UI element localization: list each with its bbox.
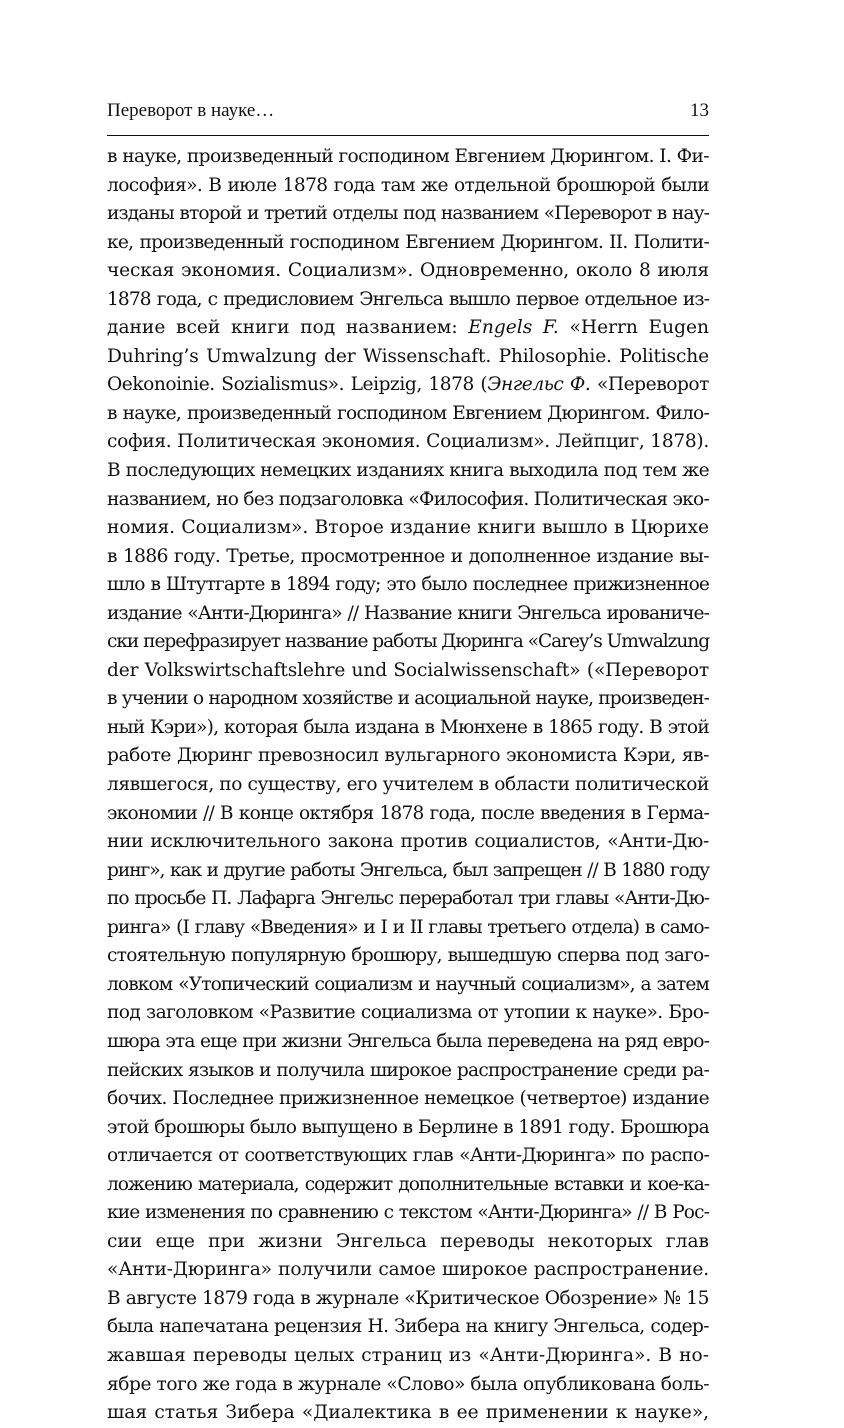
text-line — [107, 885, 709, 914]
text-line — [107, 1057, 709, 1086]
line-text: Oekonoinie. Sozialismus». Leipzig, 1878 ( — [107, 374, 488, 396]
line-text: В последующих немецких изданиях книга выходила под тем же — [107, 460, 709, 482]
text-line — [107, 143, 709, 172]
text-line — [107, 314, 709, 343]
line-text: В августе 1879 года в журнале «Критическое Обозрение» № 15 — [107, 1287, 709, 1309]
text-line — [107, 971, 709, 1000]
line-text: ски перефразирует название работы Дюринга «Carey’s Umwalzung — [107, 631, 710, 653]
line-text: нии исключительного закона против социалистов, «Анти-Дю- — [107, 831, 709, 853]
line-text: в науке, произведенный господином Евгением Дюрингом. Фило- — [107, 402, 709, 424]
header-rule — [107, 135, 709, 136]
page-number: 13 — [690, 100, 709, 121]
line-text: ке, произведенный господином Евгением Дюрингом. II. Полити- — [107, 231, 709, 253]
body-text — [107, 143, 709, 1428]
line-text: по просьбе П. Лафарга Энгельс переработал три главы «Анти-Дю- — [107, 888, 709, 910]
line-text: шая статья Зибера «Диалектика в ее применении к науке», — [107, 1402, 709, 1424]
line-text: «Переворот — [590, 374, 709, 396]
text-line — [107, 828, 709, 857]
text-line — [107, 800, 709, 829]
text-line — [107, 1399, 709, 1428]
line-text: сии еще при жизни Энгельса переводы некоторых глав — [107, 1230, 709, 1252]
line-text: der Volkswirtschaftslehre und Socialwissenschaft» («Переворот — [107, 659, 709, 681]
line-text: кие изменения по сравнению с текстом «Анти-Дюринга» // В Рос- — [107, 1202, 709, 1224]
line-text: жавшая переводы целых страниц из «Анти-Дюринга». В но- — [107, 1344, 709, 1366]
text-line — [107, 999, 709, 1028]
text-line — [107, 172, 709, 201]
line-text: ловком «Утопический социализм и научный социализм», а затем — [107, 973, 709, 995]
text-line — [107, 1313, 709, 1342]
line-text: этой брошюры было выпущено в Берлине в 1891 году. Брошюра — [107, 1116, 710, 1138]
text-line — [107, 371, 709, 400]
text-line — [107, 685, 709, 714]
text-line — [107, 1171, 709, 1200]
text-line — [107, 1199, 709, 1228]
line-text: стоятельную популярную брошюру, вышедшую сперва под заго- — [107, 945, 709, 967]
line-text: ческая экономия. Социализм». Одновременно, около 8 июля — [107, 260, 709, 282]
line-text: пейских языков и получила широкое распространение среди ра- — [107, 1059, 709, 1081]
line-text: ринг», как и другие работы Энгельса, был запрещен // В 1880 году — [107, 859, 709, 881]
text-line — [107, 1371, 709, 1400]
line-text: «Herrn Eugen — [558, 317, 709, 339]
text-line — [107, 257, 709, 286]
text-line — [107, 1285, 709, 1314]
line-text: бочих. Последнее прижизненное немецкое (четвертое) издание — [107, 1088, 709, 1110]
text-line — [107, 343, 709, 372]
text-line — [107, 1228, 709, 1257]
line-text: шюра эта еще при жизни Энгельса была переведена на ряд евро- — [107, 1030, 709, 1052]
text-line — [107, 657, 709, 686]
text-line — [107, 742, 709, 771]
line-text: Duhring’s Umwalzung der Wissenschaft. Philosophie. Politische — [107, 345, 709, 367]
text-line — [107, 229, 709, 258]
line-text: дание всей книги под названием: — [107, 317, 469, 339]
text-line — [107, 486, 709, 515]
line-text: была напечатана рецензия Н. Зибера на книгу Энгельса, содер- — [107, 1316, 709, 1338]
text-line — [107, 457, 709, 486]
line-text: работе Дюринг превозносил вульгарного экономиста Кэри, яв- — [107, 745, 709, 767]
text-line — [107, 942, 709, 971]
line-text: шло в Штутгарте в 1894 году; это было последнее прижизненное — [107, 574, 709, 596]
text-line — [107, 514, 709, 543]
text-line — [107, 286, 709, 315]
text-line — [107, 400, 709, 429]
text-line — [107, 1256, 709, 1285]
line-text: в учении о народном хозяйстве и асоциальной науке, произведен- — [107, 688, 709, 710]
line-text: под заголовком «Развитие социализма от утопии к науке». Бро- — [107, 1002, 709, 1024]
line-text: «Анти-Дюринга» получили самое широкое распространение. — [107, 1259, 709, 1281]
italic-author-name: Engels F. — [468, 317, 559, 339]
line-text: названием, но без подзаголовка «Философия. Политическая эко- — [107, 488, 709, 510]
text-line — [107, 1028, 709, 1057]
text-line — [107, 714, 709, 743]
line-text: ный Кэри»), которая была издана в Мюнхене в 1865 году. В этой — [107, 716, 709, 738]
text-line — [107, 200, 709, 229]
text-line — [107, 600, 709, 629]
italic-author-name: Энгельс Ф. — [487, 374, 591, 396]
line-text: лявшегося, по существу, его учителем в области политической — [107, 774, 709, 796]
line-text: экономии // В конце октября 1878 года, после введения в Герма- — [107, 802, 709, 824]
book-page — [107, 0, 710, 1424]
text-line — [107, 543, 709, 572]
text-line — [107, 1142, 709, 1171]
line-text: номия. Социализм». Второе издание книги вышло в Цюрихе — [107, 517, 709, 539]
running-title: Переворот в науке… — [107, 100, 275, 121]
line-text: изданы второй и третий отделы под названием «Переворот в нау- — [107, 203, 709, 225]
line-text: ринга» (I главу «Введения» и I и II главы третьего отдела) в само- — [107, 916, 709, 938]
text-line — [107, 857, 709, 886]
text-line — [107, 771, 709, 800]
line-text: отличается от соответствующих глав «Анти-Дюринга» по распо- — [107, 1145, 709, 1167]
line-text: в науке, произведенный господином Евгением Дюрингом. I. Фи- — [107, 146, 709, 167]
text-line — [107, 1342, 709, 1371]
text-line — [107, 1085, 709, 1114]
line-text: лософия». В июле 1878 года там же отдельной брошюрой были — [107, 174, 709, 196]
text-line — [107, 628, 709, 657]
line-text: ложению материала, содержит дополнительные вставки и кое-ка- — [107, 1173, 709, 1195]
line-text: издание «Анти-Дюринга» // Название книги Энгельса ированиче- — [107, 602, 709, 624]
line-text: ябре того же года в журнале «Слово» была опубликована боль- — [107, 1373, 710, 1395]
running-head — [107, 100, 709, 128]
text-line — [107, 1114, 709, 1143]
line-text: 1878 года, с предисловием Энгельса вышло первое отдельное из- — [107, 288, 709, 310]
line-text: в 1886 году. Третье, просмотренное и дополненное издание вы- — [107, 545, 709, 567]
text-line — [107, 914, 709, 943]
line-text: софия. Политическая экономия. Социализм». Лейпциг, 1878). — [107, 431, 709, 453]
text-line — [107, 428, 709, 457]
text-line — [107, 571, 709, 600]
